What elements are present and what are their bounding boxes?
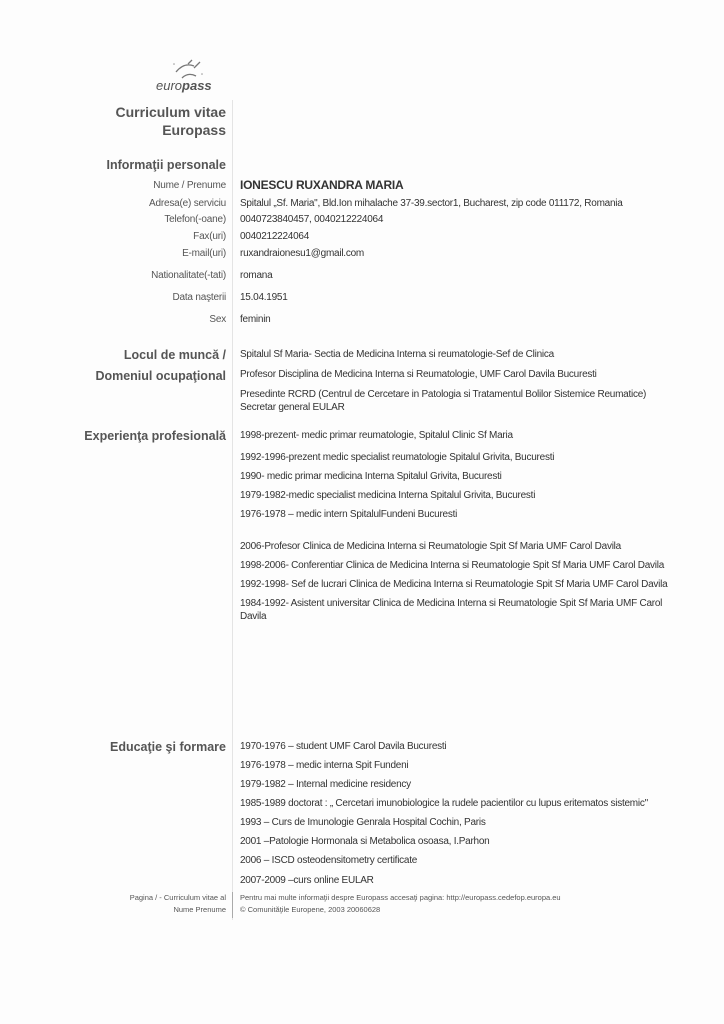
section-personal-info: Informaţii personale [106, 158, 226, 172]
value-fax: 0040212224064 [240, 231, 310, 242]
footer-info-link: Pentru mai multe informaţii despre Europass accesaţi pagina: http://europass.cedefop.europa.eu [240, 893, 561, 902]
work-line: Profesor Disciplina de Medicina Interna si Reumatologie, UMF Carol Davila Bucuresti [240, 369, 597, 380]
work-line: Spitalul Sf Maria- Sectia de Medicina Interna si reumatologie-Sef de Clinica [240, 349, 554, 360]
section-education: Educaţie şi formare [109, 740, 226, 754]
education-item: 2007-2009 –curs online EULAR [240, 875, 374, 886]
experience-item: 1990- medic primar medicina Interna Spitalul Grivita, Bucuresti [240, 471, 502, 482]
work-line: Presedinte RCRD (Centrul de Cercetare in Patologia si Tratamentul Bolilor Sistemice Reumatice) [240, 389, 647, 400]
europass-logo-text: europass [156, 78, 212, 93]
education-item: 1985-1989 doctorat : „ Cercetari imunobiologice la rudele pacientilor cu lupus eritematos sistemic" [240, 798, 648, 809]
value-email: ruxandraionesu1@gmail.com [240, 248, 364, 259]
experience-item: 1998-prezent- medic primar reumatologie, Spitalul Clinic Sf Maria [240, 430, 513, 441]
label-birthdate: Data naşterii [172, 292, 226, 303]
value-name: IONESCU RUXANDRA MARIA [240, 178, 404, 192]
label-sex: Sex [209, 314, 226, 325]
experience-item: 1998-2006- Conferentiar Clinica de Medicina Interna si Reumatologie Spit Sf Maria UMF Carol Davila [240, 560, 665, 571]
education-item: 1970-1976 – student UMF Carol Davila Bucuresti [240, 741, 447, 752]
experience-item: 1976-1978 – medic intern SpitalulFundeni Bucuresti [240, 509, 458, 520]
value-birthdate: 15.04.1951 [240, 292, 288, 303]
experience-item: 2006-Profesor Clinica de Medicina Interna si Reumatologie Spit Sf Maria UMF Carol Davila [240, 541, 621, 552]
section-work-heading-1: Locul de muncă / [123, 348, 226, 362]
work-line: Secretar general EULAR [240, 402, 345, 413]
footer-divider [232, 892, 233, 918]
footer-page-label: Pagina / - Curriculum vitae al [129, 893, 226, 902]
education-item: 2001 –Patologie Hormonala si Metabolica osoasa, I.Parhon [240, 836, 490, 847]
footer-name-label: Nume Prenume [173, 905, 226, 914]
value-nationality: romana [240, 270, 273, 281]
section-experience: Experienţa profesională [84, 429, 226, 443]
section-work-heading-2: Domeniul ocupaţional [95, 369, 226, 383]
label-nationality: Nationalitate(-tati) [151, 270, 226, 281]
label-address: Adresa(e) serviciu [149, 198, 226, 209]
footer-copyright: © Comunităţile Europene, 2003 20060628 [240, 905, 381, 914]
experience-item: 1992-1996-prezent medic specialist reumatologie Spitalul Grivita, Bucuresti [240, 452, 555, 463]
education-item: 1976-1978 – medic interna Spit Fundeni [240, 760, 409, 771]
column-divider [232, 100, 233, 920]
value-phone: 0040723840457, 0040212224064 [240, 214, 384, 225]
cv-title: Curriculum vitae [115, 104, 226, 120]
value-address: Spitalul „Sf. Maria", Bld.Ion mihalache 37-39.sector1, Bucharest, zip code 011172, Romania [240, 198, 623, 209]
value-sex: feminin [240, 314, 271, 325]
education-item: 2006 – ISCD osteodensitometry certificate [240, 855, 418, 866]
education-item: 1979-1982 – Internal medicine residency [240, 779, 411, 790]
experience-item: 1992-1998- Sef de lucrari Clinica de Medicina Interna si Reumatologie Spit Sf Maria UMF Carol Davila [240, 579, 668, 590]
label-phone: Telefon(-oane) [164, 214, 226, 225]
label-email: E-mail(uri) [182, 248, 226, 259]
cv-subtitle: Europass [162, 122, 226, 138]
education-item: 1993 – Curs de Imunologie Genrala Hospital Cochin, Paris [240, 817, 486, 828]
experience-item: 1984-1992- Asistent universitar Clinica de Medicina Interna si Reumatologie Spit Sf Maria UMF Carol [240, 598, 663, 609]
label-name: Nume / Prenume [153, 180, 226, 191]
experience-item: 1979-1982-medic specialist medicina Interna Spitalul Grivita, Bucuresti [240, 490, 536, 501]
experience-item: Davila [240, 611, 267, 622]
label-fax: Fax(uri) [193, 231, 226, 242]
